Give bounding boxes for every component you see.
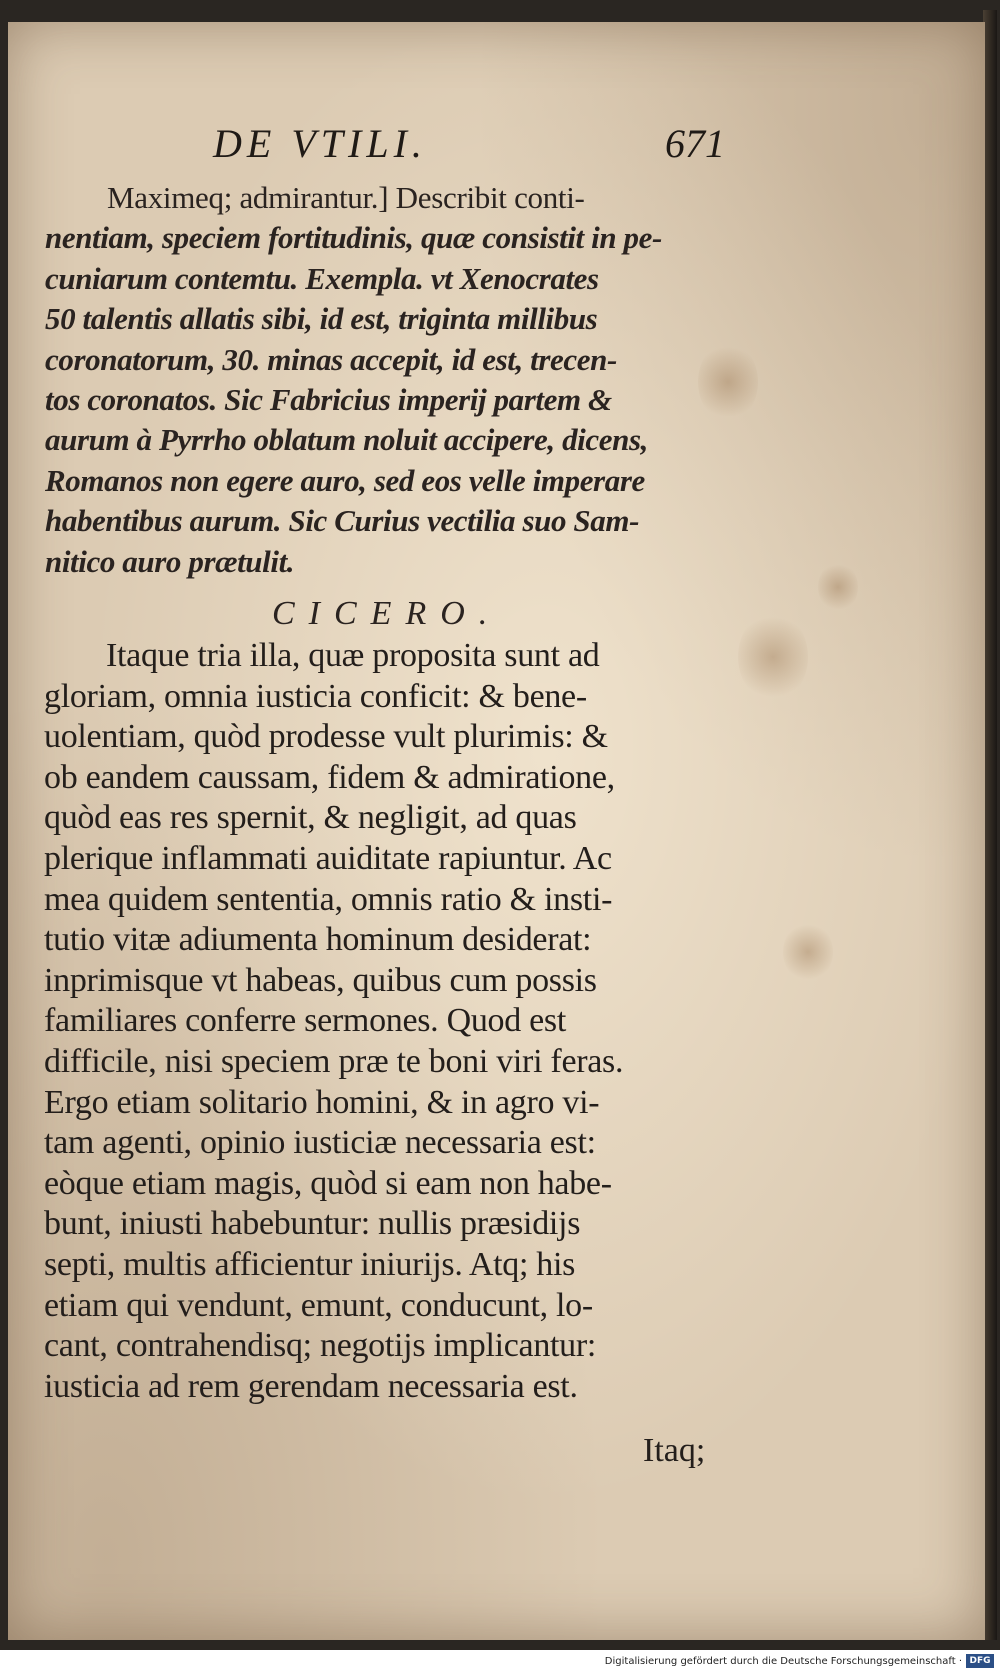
digitization-credit: Digitalisierung gefördert durch die Deutsche Forschungsgemeinschaft ·: [604, 1656, 962, 1667]
dfg-logo: DFG: [966, 1654, 994, 1668]
main-text-line: septi, multis afficientur iniurijs. Atq; his: [44, 1245, 576, 1283]
main-text-line: difficile, nisi speciem præ te boni viri feras.: [44, 1042, 624, 1080]
main-text-block: [44, 636, 764, 1407]
main-text-line: quòd eas res spernit, & negligit, ad quas: [44, 799, 577, 837]
main-text-line: cant, contrahendisq; negotijs implicantur:: [44, 1327, 597, 1365]
main-text-line: Ergo etiam solitario homini, & in agro vi-: [44, 1083, 600, 1121]
main-text-line: bunt, iniusti habebuntur: nullis præsidijs: [44, 1205, 581, 1243]
main-text-line: mea quidem sententia, omnis ratio & insti-: [44, 880, 613, 918]
main-text-line: uolentiam, quòd prodesse vult plurimis: &: [44, 718, 608, 756]
commentary-line: tos coronatos. Sic Fabricius imperij partem &: [45, 381, 612, 417]
main-text-line: tutio vitæ adiumenta hominum desiderat:: [44, 921, 592, 959]
main-text-line: ob eandem caussam, fidem & admiratione,: [44, 758, 615, 796]
commentary-line: coronatorum, 30. minas accepit, id est, trecen-: [45, 341, 617, 377]
commentary-line: habentibus aurum. Sic Curius vectilia suo Sam-: [45, 503, 640, 539]
page-header: [0, 120, 1000, 170]
paper-stain: [818, 562, 858, 612]
commentary-line: nitico auro prætulit.: [45, 543, 295, 579]
commentary-line: cuniarum contemtu. Exempla. vt Xenocrates: [45, 260, 599, 296]
section-heading: CICERO.: [272, 595, 502, 632]
page-number: 671: [665, 121, 725, 166]
book-edge: [983, 10, 997, 1640]
commentary-line: nentiam, speciem fortitudinis, quæ consistit in pe-: [45, 220, 662, 256]
commentary-line: Romanos non egere auro, sed eos velle imperare: [45, 462, 645, 498]
main-text-line: gloriam, omnia iusticia conficit: & bene-: [44, 677, 587, 715]
main-text-line: iusticia ad rem gerendam necessaria est.: [44, 1367, 578, 1405]
catchword: Itaq;: [643, 1432, 706, 1469]
main-text-line: inprimisque vt habeas, quibus cum possis: [44, 961, 597, 999]
main-text-line: tam agenti, opinio iusticiæ necessaria est:: [44, 1124, 596, 1162]
main-text-line: plerique inflammati auiditate rapiuntur. Ac: [44, 839, 612, 877]
commentary-line: 50 talentis allatis sibi, id est, triginta millibus: [45, 301, 598, 337]
main-text-line: etiam qui vendunt, emunt, conducunt, lo-: [44, 1286, 593, 1324]
commentary-line: Maximeq; admirantur.] Describit conti-: [107, 180, 585, 215]
main-text-line: familiares conferre sermones. Quod est: [44, 1002, 567, 1040]
main-text-line: eòque etiam magis, quòd si eam non habe-: [44, 1164, 612, 1202]
paper-stain: [783, 922, 833, 982]
running-head: DE VTILI.: [213, 121, 427, 166]
main-text-line: Itaque tria illa, quæ proposita sunt ad: [106, 637, 600, 674]
commentary-block: [45, 178, 745, 582]
commentary-line: aurum à Pyrrho oblatum noluit accipere, dicens,: [45, 422, 648, 458]
